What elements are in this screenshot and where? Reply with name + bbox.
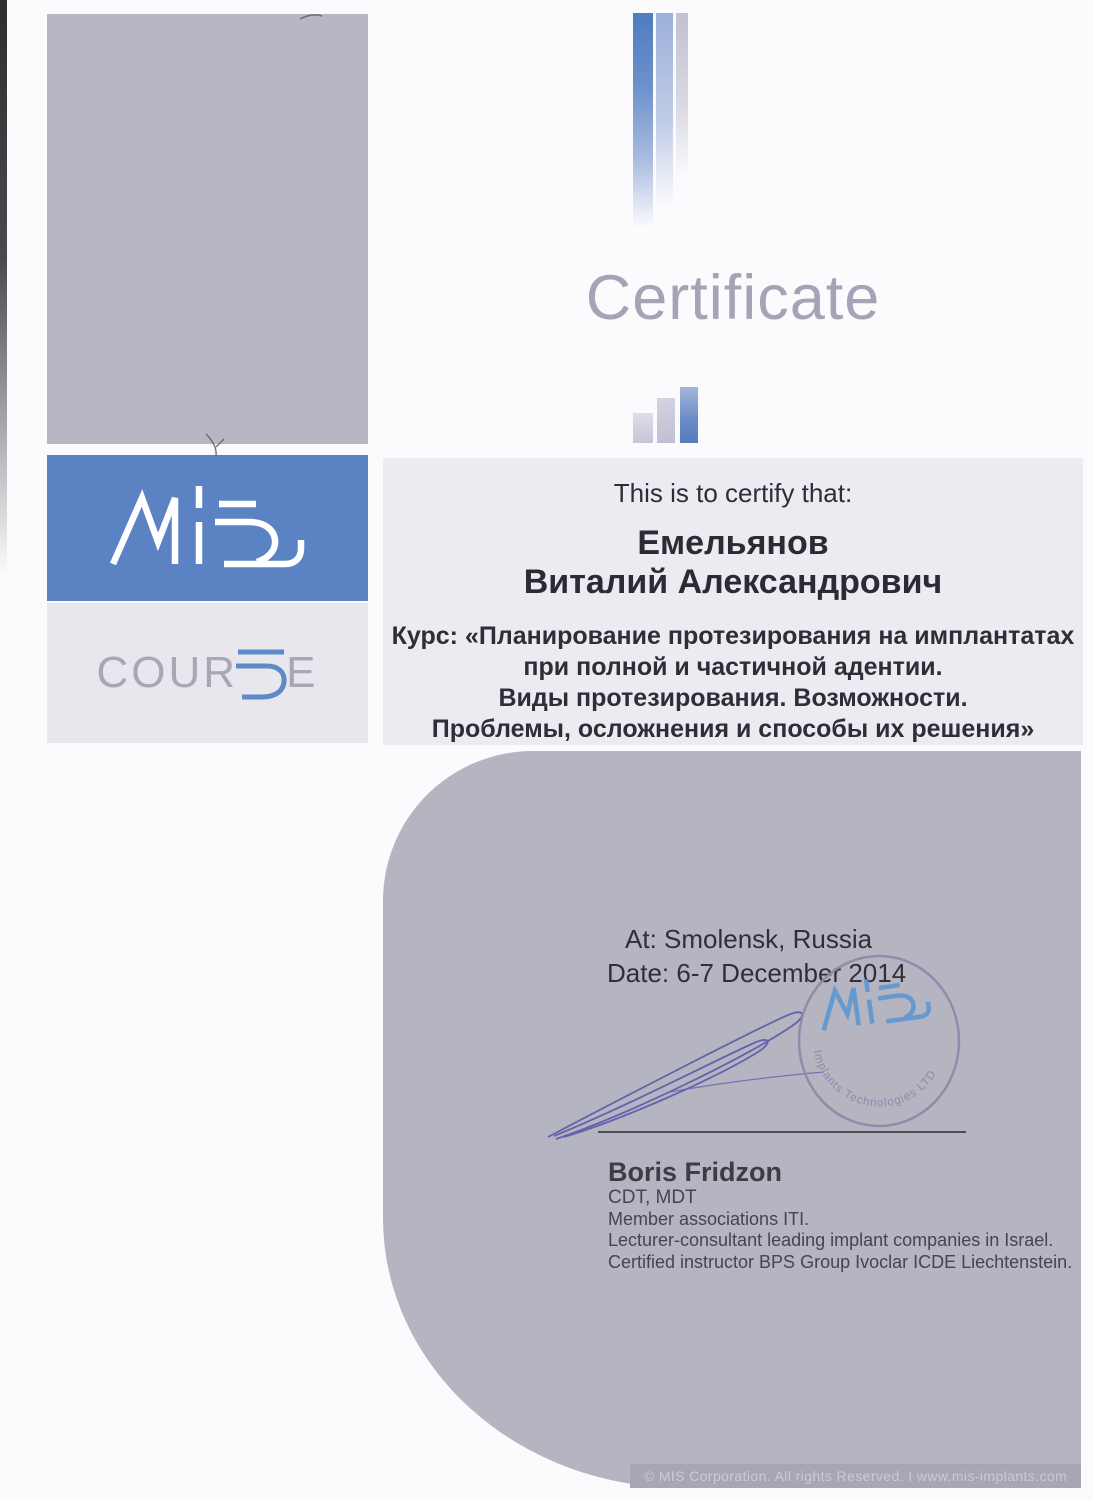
signer-detail: Member associations ITI. — [608, 1209, 810, 1229]
decor-bar-blue — [633, 13, 653, 228]
course-label-box — [47, 603, 368, 743]
course-line: Виды протезирования. Возможности. — [498, 684, 968, 712]
stamp-arc-text: Implants Technologies LTD — [810, 1048, 940, 1110]
signer-name: Boris Fridzon — [608, 1157, 782, 1187]
course-line: Проблемы, осложнения и способы их решения» — [431, 715, 1035, 743]
decor-gray-block — [47, 14, 368, 444]
course-description — [383, 621, 1083, 745]
decor-minibar-medium — [657, 398, 675, 443]
course-line: при полной и частичной адентии. — [523, 653, 943, 681]
course-line: Курс: «Планирование протезирования на имплантатах — [391, 622, 1075, 650]
scan-edge-artifact — [0, 0, 7, 575]
footer-band — [630, 1464, 1081, 1488]
decor-minibar-small — [633, 413, 653, 443]
certificate-title: Certificate — [585, 263, 881, 333]
signer-detail: Certified instructor BPS Group Ivoclar ICDE Liechtenstein. — [608, 1252, 1073, 1272]
decor-minibar-tall — [680, 387, 698, 443]
decor-bar-light-blue — [656, 13, 673, 208]
course-word-post: E — [286, 648, 319, 697]
decor-bar-lavender — [676, 13, 688, 178]
course-s-glyph — [234, 644, 288, 702]
details-panel — [383, 751, 1081, 1488]
course-word — [97, 644, 319, 702]
mis-logo-icon — [103, 480, 313, 576]
signature-line — [598, 1131, 966, 1133]
recipient-given-names: Виталий Александрович — [523, 563, 943, 601]
signer-credentials: CDT, MDT — [608, 1187, 697, 1208]
event-date: Date: 6-7 December 2014 — [607, 958, 907, 988]
recipient-surname: Емельянов — [637, 524, 829, 562]
event-location: At: Smolensk, Russia — [625, 924, 873, 954]
signer-detail: Lecturer-consultant leading implant companies in Israel. — [608, 1230, 1054, 1250]
mis-logo-box — [47, 455, 368, 601]
certify-intro: This is to certify that: — [613, 478, 853, 508]
footer-copyright: © MIS Corporation. All rights Reserved. I www.mis-implants.com — [643, 1468, 1068, 1484]
course-word-pre: COUR — [96, 648, 239, 697]
